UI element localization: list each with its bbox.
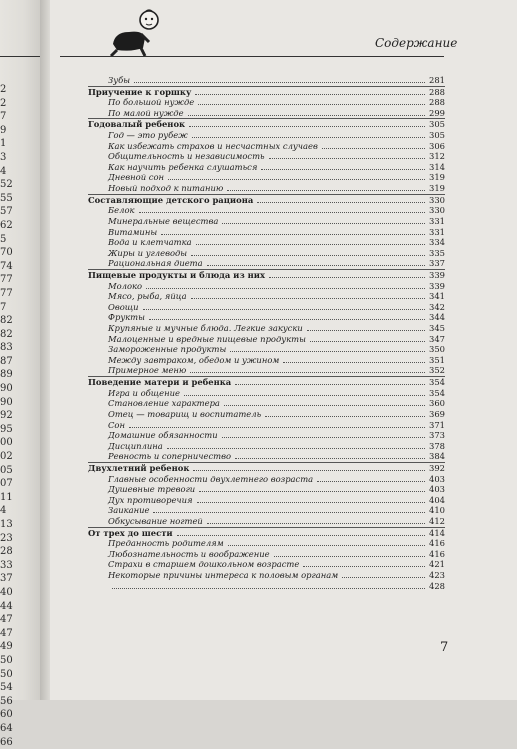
toc-entry-row: [88, 281, 445, 292]
baby-mascot-icon: [105, 4, 167, 58]
toc-entry-row: [88, 312, 445, 323]
toc-entry-page: 339: [427, 270, 445, 281]
toc-entry-title: Новый подход к питанию: [88, 183, 225, 194]
toc-entry-title: Фрукты: [88, 312, 147, 323]
toc-entry-row: [88, 344, 445, 355]
toc-entry-row: [88, 355, 445, 366]
toc-entry-page: 331: [427, 227, 445, 238]
toc-entry-row: [88, 484, 445, 495]
dot-leader: [190, 372, 425, 373]
toc-entry-title: Домашние обязанности: [88, 430, 220, 441]
toc-entry-row: [88, 162, 445, 173]
facing-page-number: 5: [0, 233, 24, 247]
dot-leader: [261, 169, 425, 170]
toc-entry-row: [88, 323, 445, 334]
toc-entry-page: 371: [427, 420, 445, 431]
toc-entry-title: Составляющие детского рациона: [88, 195, 255, 206]
facing-page-number: 82: [0, 328, 24, 342]
dot-leader: [224, 405, 425, 406]
dot-leader: [168, 179, 425, 180]
toc-section-row: [88, 376, 445, 388]
toc-entry-row: [88, 559, 445, 570]
toc-section-row: [88, 118, 445, 130]
dot-leader: [112, 588, 425, 589]
toc-entry-title: Крупяные и мучные блюда. Легкие закуски: [88, 323, 305, 334]
toc-entry-title: Как научить ребенка слушаться: [88, 162, 259, 173]
toc-entry-title: От трех до шести: [88, 528, 175, 539]
toc-entry-title: Дисциплина: [88, 441, 165, 452]
toc-entry-row: [88, 549, 445, 560]
toc-entry-page: 416: [427, 549, 445, 560]
toc-section-row: [88, 462, 445, 474]
toc-entry-row: [88, 538, 445, 549]
toc-entry-title: Годовалый ребенок: [88, 119, 187, 130]
toc-entry-title: Общительность и независимость: [88, 151, 267, 162]
toc-entry-page: 330: [427, 195, 445, 206]
toc-section-row: [88, 527, 445, 539]
facing-page-number: 44: [0, 600, 24, 614]
facing-page-number: 62: [0, 219, 24, 233]
toc-entry-title: Дневной сон: [88, 172, 166, 183]
facing-page-number: 47: [0, 613, 24, 627]
facing-page-number: 7: [0, 110, 24, 124]
toc-entry-page: 360: [427, 398, 445, 409]
facing-page-number: 54: [0, 681, 24, 695]
facing-page-number: 52: [0, 178, 24, 192]
toc-entry-title: Некоторые причины интереса к половым органам: [88, 570, 340, 581]
dot-leader: [198, 104, 425, 105]
facing-page-number: 47: [0, 627, 24, 641]
toc-entry-page: 319: [427, 172, 445, 183]
facing-page-number: 90: [0, 396, 24, 410]
toc-entry-title: Минеральные вещества: [88, 216, 220, 227]
toc-entry-title: Душевные тревоги: [88, 484, 197, 495]
facing-page-number: 66: [0, 736, 24, 749]
toc-entry-page: 281: [427, 75, 445, 86]
toc-entry-page: 378: [427, 441, 445, 452]
toc-entry-row: [88, 108, 445, 119]
facing-page-number: 4: [0, 165, 24, 179]
toc-entry-page: 288: [427, 97, 445, 108]
facing-page-number: 74: [0, 260, 24, 274]
toc-entry-title: Игра и общение: [88, 388, 182, 399]
dot-leader: [310, 341, 425, 342]
toc-entry-row: [88, 581, 445, 592]
dot-leader: [269, 158, 425, 159]
facing-page-number: 02: [0, 450, 24, 464]
facing-page-number: 89: [0, 368, 24, 382]
toc-entry-row: [88, 505, 445, 516]
toc-entry-row: [88, 420, 445, 431]
dot-leader: [222, 437, 425, 438]
dot-leader: [303, 566, 425, 567]
toc-entry-title: Овощи: [88, 302, 141, 313]
toc-entry-title: Замороженные продукты: [88, 344, 228, 355]
facing-page-numbers: [0, 83, 24, 749]
toc-entry-page: 421: [427, 559, 445, 570]
toc-entry-page: 288: [427, 87, 445, 98]
toc-entry-title: По малой нужде: [88, 108, 186, 119]
dot-leader: [227, 190, 425, 191]
toc-entry-row: [88, 474, 445, 485]
facing-page-number: 05: [0, 464, 24, 478]
toc-entry-page: 384: [427, 451, 445, 462]
toc-section-row: [88, 269, 445, 281]
dot-leader: [188, 115, 425, 116]
toc-entry-page: 345: [427, 323, 445, 334]
dot-leader: [228, 545, 425, 546]
dot-leader: [207, 265, 425, 266]
toc-entry-page: 423: [427, 570, 445, 581]
dot-leader: [235, 458, 425, 459]
toc-entry-page: 337: [427, 258, 445, 269]
toc-entry-row: [88, 151, 445, 162]
toc-entry-page: 403: [427, 484, 445, 495]
dot-leader: [269, 277, 425, 278]
facing-page-number: 92: [0, 409, 24, 423]
facing-page-number: 28: [0, 545, 24, 559]
facing-page-number: 50: [0, 654, 24, 668]
facing-page-number: 00: [0, 436, 24, 450]
facing-page-number: 70: [0, 246, 24, 260]
toc-entry-row: [88, 75, 445, 86]
facing-page-edge: [0, 0, 40, 700]
toc-entry-row: [88, 258, 445, 269]
toc-entry-row: [88, 365, 445, 376]
toc-entry-page: 339: [427, 281, 445, 292]
dot-leader: [207, 523, 425, 524]
dot-leader: [307, 330, 425, 331]
toc-entry-page: 319: [427, 183, 445, 194]
toc-entry-title: Витамины: [88, 227, 159, 238]
facing-page-number: 77: [0, 287, 24, 301]
header-title: Содержание: [375, 36, 457, 50]
toc-entry-page: 305: [427, 119, 445, 130]
toc-entry-row: [88, 130, 445, 141]
toc-entry-title: Молоко: [88, 281, 144, 292]
facing-page-number: 82: [0, 314, 24, 328]
toc-entry-page: 404: [427, 495, 445, 506]
toc-entry-page: 428: [427, 581, 445, 592]
facing-page-number: 83: [0, 341, 24, 355]
toc-entry-row: [88, 141, 445, 152]
dot-leader: [235, 384, 425, 385]
toc-entry-title: Страхи в старшем дошкольном возрасте: [88, 559, 301, 570]
dot-leader: [317, 481, 425, 482]
toc-entry-page: 369: [427, 409, 445, 420]
toc-entry-row: [88, 398, 445, 409]
facing-page-number: 77: [0, 273, 24, 287]
toc-entry-page: 373: [427, 430, 445, 441]
toc-entry-title: Вода и клетчатка: [88, 237, 194, 248]
toc-entry-title: Заикание: [88, 505, 151, 516]
toc-entry-page: 314: [427, 162, 445, 173]
dot-leader: [191, 298, 425, 299]
facing-page-number: 90: [0, 382, 24, 396]
facing-page-number: 50: [0, 668, 24, 682]
toc-entry-page: 354: [427, 377, 445, 388]
toc-entry-title: Жиры и углеводы: [88, 248, 189, 259]
toc-entry-title: Мясо, рыба, яйца: [88, 291, 189, 302]
toc-entry-title: Поведение матери и ребенка: [88, 377, 233, 388]
dot-leader: [134, 82, 425, 83]
facing-page-number: 64: [0, 722, 24, 736]
facing-page-number: 40: [0, 586, 24, 600]
dot-leader: [195, 94, 425, 95]
facing-page-number: 95: [0, 423, 24, 437]
toc-entry-title: Становление характера: [88, 398, 222, 409]
dot-leader: [222, 223, 425, 224]
toc-entry-row: [88, 430, 445, 441]
facing-page-number: 33: [0, 559, 24, 573]
toc-entry-page: 305: [427, 130, 445, 141]
dot-leader: [265, 416, 425, 417]
dot-leader: [230, 351, 425, 352]
toc-entry-title: Любознательность и воображение: [88, 549, 272, 560]
facing-page-number: 55: [0, 192, 24, 206]
dot-leader: [274, 556, 425, 557]
toc-entry-page: 306: [427, 141, 445, 152]
toc-entry-title: Белок: [88, 205, 137, 216]
toc-entry-row: [88, 516, 445, 527]
toc-entry-row: [88, 205, 445, 216]
toc-entry-row: [88, 216, 445, 227]
toc-entry-title: По большой нужде: [88, 97, 196, 108]
facing-page-number: 23: [0, 532, 24, 546]
facing-page-number: 37: [0, 572, 24, 586]
toc-entry-title: Отец — товарищ и воспитатель: [88, 409, 263, 420]
toc-entry-page: 334: [427, 237, 445, 248]
toc-entry-row: [88, 451, 445, 462]
toc-entry-title: Преданность родителям: [88, 538, 226, 549]
toc-entry-title: Пищевые продукты и блюда из них: [88, 270, 267, 281]
dot-leader: [184, 395, 425, 396]
toc-entry-title: Главные особенности двухлетнего возраста: [88, 474, 315, 485]
dot-leader: [161, 234, 425, 235]
toc-entry-row: [88, 291, 445, 302]
toc-entry-row: [88, 302, 445, 313]
facing-page-header-rule: [0, 56, 40, 57]
facing-page-number: 3: [0, 151, 24, 165]
dot-leader: [143, 309, 425, 310]
dot-leader: [197, 502, 425, 503]
toc-entry-page: 335: [427, 248, 445, 259]
toc-entry-page: 351: [427, 355, 445, 366]
toc-entry-title: Малоценные и вредные пищевые продукты: [88, 334, 308, 345]
dot-leader: [167, 448, 425, 449]
toc-entry-title: Год — это рубеж: [88, 130, 190, 141]
dot-leader: [129, 427, 425, 428]
facing-page-number: 57: [0, 205, 24, 219]
toc-entry-page: 354: [427, 388, 445, 399]
toc-entry-page: 312: [427, 151, 445, 162]
dot-leader: [199, 491, 425, 492]
toc-entry-row: [88, 237, 445, 248]
toc-entry-page: 350: [427, 344, 445, 355]
page-number: 7: [440, 640, 448, 655]
toc-entry-title: Сон: [88, 420, 127, 431]
toc-entry-page: 341: [427, 291, 445, 302]
toc-entry-title: Дух противоречия: [88, 495, 195, 506]
dot-leader: [193, 470, 425, 471]
toc-entry-title: Между завтраком, обедом и ужином: [88, 355, 281, 366]
dot-leader: [257, 202, 425, 203]
table-of-contents: [88, 75, 445, 591]
facing-page-number: 56: [0, 695, 24, 709]
dot-leader: [149, 319, 425, 320]
toc-entry-title: Примерное меню: [88, 365, 188, 376]
dot-leader: [139, 212, 426, 213]
toc-entry-page: 344: [427, 312, 445, 323]
toc-entry-page: 330: [427, 205, 445, 216]
toc-entry-page: 403: [427, 474, 445, 485]
toc-entry-row: [88, 409, 445, 420]
dot-leader: [192, 137, 425, 138]
facing-page-number: 07: [0, 477, 24, 491]
facing-page-number: 60: [0, 708, 24, 722]
toc-entry-page: 410: [427, 505, 445, 516]
toc-entry-title: Двухлетний ребенок: [88, 463, 191, 474]
toc-section-row: [88, 194, 445, 206]
dot-leader: [177, 535, 425, 536]
toc-entry-row: [88, 248, 445, 259]
toc-entry-row: [88, 388, 445, 399]
dot-leader: [322, 148, 425, 149]
dot-leader: [342, 577, 425, 578]
toc-entry-page: 347: [427, 334, 445, 345]
facing-page-number: 4: [0, 504, 24, 518]
toc-entry-page: 331: [427, 216, 445, 227]
facing-page-number: 49: [0, 640, 24, 654]
dot-leader: [196, 244, 425, 245]
dot-leader: [189, 126, 425, 127]
facing-page-number: 9: [0, 124, 24, 138]
dot-leader: [153, 512, 425, 513]
toc-entry-title: Как избежать страхов и несчастных случаев: [88, 141, 320, 152]
toc-entry-page: 412: [427, 516, 445, 527]
facing-page-number: 13: [0, 518, 24, 532]
toc-entry-row: [88, 183, 445, 194]
toc-entry-title: Приучение к горшку: [88, 87, 193, 98]
toc-entry-title: Рациональная диета: [88, 258, 205, 269]
header-rule: [60, 56, 444, 57]
toc-section-row: [88, 86, 445, 98]
dot-leader: [191, 255, 425, 256]
facing-page-number: 1: [0, 137, 24, 151]
facing-page-number: 2: [0, 97, 24, 111]
toc-entry-row: [88, 570, 445, 581]
toc-entry-page: 299: [427, 108, 445, 119]
toc-entry-page: 416: [427, 538, 445, 549]
toc-entry-row: [88, 172, 445, 183]
dot-leader: [146, 288, 425, 289]
toc-entry-page: 414: [427, 528, 445, 539]
toc-entry-row: [88, 227, 445, 238]
facing-page-number: 2: [0, 83, 24, 97]
dot-leader: [283, 362, 425, 363]
toc-entry-row: [88, 495, 445, 506]
facing-page-number: 11: [0, 491, 24, 505]
toc-entry-row: [88, 97, 445, 108]
toc-entry-row: [88, 441, 445, 452]
facing-page-number: 7: [0, 301, 24, 315]
facing-page-number: 87: [0, 355, 24, 369]
toc-entry-title: Обкусывание ногтей: [88, 516, 205, 527]
toc-entry-title: Зубы: [88, 75, 132, 86]
toc-entry-title: Ревность и соперничество: [88, 451, 233, 462]
book-spine: [40, 0, 50, 700]
toc-entry-page: 352: [427, 365, 445, 376]
toc-entry-page: 392: [427, 463, 445, 474]
toc-entry-page: 342: [427, 302, 445, 313]
toc-entry-row: [88, 334, 445, 345]
